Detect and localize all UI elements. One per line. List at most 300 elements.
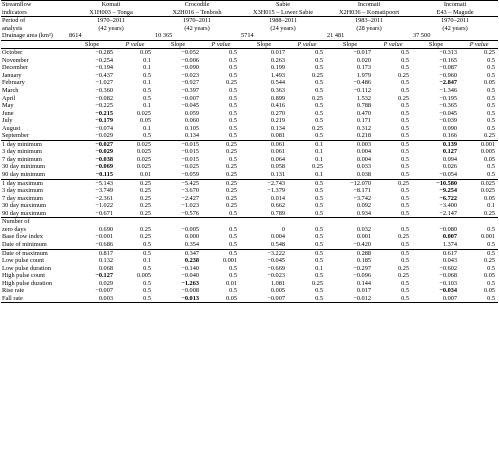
pvalue-cell: 0.5 [288,49,326,57]
station-code-4: X2H036 – Komatipoort [338,8,400,16]
slope-cell: 1.081 [270,279,286,287]
pvalue-cell: 0.05 [202,295,240,303]
pvalue-cell: 0.05 [484,194,496,202]
pvalue-cell: 0.1 [315,148,324,156]
slope-cell: −0.195 [439,94,458,102]
pvalue-cell: 0.1 [143,64,152,72]
slope-cell: 0.026 [442,163,458,171]
pvalue-cell: 0.005 [136,272,152,280]
pvalue-cell: 0.05 [484,79,496,87]
pvalue-cell: 0.1 [487,202,496,210]
pvalue-cell: 0.05 [139,117,152,125]
slope-cell: 0.134 [270,124,286,132]
slope-cell: 0.092 [356,202,372,210]
pvalue-cell: 0.5 [288,249,326,257]
slope-cell: 0.059 [184,109,200,117]
row-label: May [2,102,14,110]
row-label: 3 day minimum [2,148,42,156]
slope-cell: −3.222 [240,249,288,257]
pvalue-cell: 0.5 [315,132,324,140]
pvalue-cell: 0.25 [225,79,238,87]
slope-cell: −0.015 [181,148,200,156]
slope-cell: 0.185 [356,257,372,265]
pvalue-cell: 0.5 [374,140,412,148]
table-row [1,280,498,288]
pvalue-header-4: P value [374,40,412,49]
slope-cell: −0.068 [439,272,458,280]
pvalue-cell: 0.5 [229,272,238,280]
slope-cell: −0.103 [439,279,458,287]
pvalue-cell: 0.5 [401,109,410,117]
pvalue-cell: 0.05 [484,155,496,163]
pvalue-cell: 0.25 [225,171,238,179]
pvalue-cell: 0.25 [139,187,152,195]
row-label: 1 day minimum [1,140,68,148]
row-label: Fall rate [1,295,68,303]
table-row [1,95,498,103]
pvalue-cell: 0.5 [315,209,324,217]
slope-cell: −0.486 [353,79,372,87]
pvalue-cell: 0.25 [311,94,324,102]
slope-cell: 0.817 [68,249,116,257]
slope-cell: −0.012 [326,295,374,303]
table-row [1,132,498,140]
slope-cell: −0.027 [68,140,116,148]
slope-cell: 0.270 [270,109,286,117]
section-label-row [1,218,498,226]
slope-cell: −0.059 [181,171,200,179]
slope-cell: 0.218 [356,132,372,140]
streamflow-trend-table [1,0,498,303]
row-label: 90 day minimum [2,171,46,179]
slope-cell: −5.425 [154,179,202,187]
table-row [1,210,498,218]
slope-cell: −0.006 [181,56,200,64]
pvalue-cell: 0.5 [487,64,496,72]
slope-cell: 1.979 [356,71,372,79]
station-years-4: (28 years) [356,24,382,32]
pvalue-cell: 0.25 [484,132,496,140]
pvalue-cell: 0.5 [315,287,324,295]
pvalue-cell: 0.25 [139,209,152,217]
station-river-5: Incomati [412,1,498,9]
slope-cell: −2.147 [439,209,458,217]
pvalue-cell: 0.25 [374,179,412,187]
slope-cell: −0.007 [181,94,200,102]
slope-cell: −0.165 [439,56,458,64]
station-area-2: 10 365 [155,32,173,40]
slope-header-5: Slope [412,40,460,49]
table-row [1,295,498,303]
pvalue-cell: 0.01 [139,171,152,179]
pvalue-cell: 0.5 [315,109,324,117]
table-row [1,265,498,273]
slope-cell: 0.004 [356,148,372,156]
station-code-5: E43 – Magude [436,8,474,16]
period-label-line-2: analysis [2,24,23,32]
pvalue-cell: 0.5 [401,279,410,287]
slope-cell: 0.060 [184,117,200,125]
pvalue-cell: 0.5 [401,163,410,171]
pvalue-cell: 0.5 [229,102,238,110]
slope-cell: −0.001 [95,233,113,241]
slope-cell: 0.171 [356,117,372,125]
pvalue-cell: 0.5 [487,171,496,179]
slope-cell: 0.000 [184,233,200,241]
pvalue-cell: 0.5 [229,94,238,102]
slope-header-2: Slope [154,40,202,49]
row-label: November [2,56,29,64]
slope-cell: 0.017 [356,287,372,295]
station-years-1: (42 years) [98,24,124,32]
station-river-3: Sabie [240,1,326,9]
area-label: Drainage area (km²) [2,32,53,40]
row-label: Low pulse duration [2,264,51,272]
pvalue-cell: 0.5 [315,56,324,64]
pvalue-cell: 0.5 [401,187,410,195]
pvalue-cell: 0.025 [116,140,154,148]
pvalue-cell: 0.5 [401,209,410,217]
slope-cell: −0.194 [95,64,113,72]
slope-cell: −0.029 [95,148,113,156]
table-row [1,226,498,234]
slope-cell: −0.039 [439,117,458,125]
pvalue-cell: 0.025 [136,109,152,117]
pvalue-cell: 0.5 [487,163,496,171]
pvalue-cell: 0.5 [401,202,410,210]
pvalue-cell: 0.025 [136,155,152,163]
row-label: 30 day maximum [2,202,47,210]
slope-cell: −0.225 [95,102,113,110]
slope-cell: −0.017 [326,49,374,57]
pvalue-cell: 0.25 [225,163,238,171]
slope-cell: −3.742 [353,194,372,202]
pvalue-cell: 0.5 [401,240,410,248]
pvalue-cell: 0.25 [484,209,496,217]
slope-cell: −0.008 [181,287,200,295]
pvalue-cell: 0.25 [484,257,496,265]
slope-cell: 0.166 [442,132,458,140]
pvalue-cell: 0.5 [374,49,412,57]
row-label: December [2,64,28,72]
pvalue-cell: 0.5 [143,71,152,79]
pvalue-cell: 0.1 [143,257,152,265]
table-row [1,87,498,95]
row-label: October [1,49,68,57]
table-row [1,79,498,87]
pvalue-cell: 0.5 [487,56,496,64]
slope-cell: −0.045 [439,109,458,117]
slope-cell: −0.140 [181,264,200,272]
pvalue-cell: 0.5 [487,240,496,248]
slope-cell: 0.789 [270,209,286,217]
slope-cell: 0.061 [270,148,286,156]
slope-cell: 0.132 [98,257,113,265]
pvalue-cell: 0.5 [487,109,496,117]
slope-cell: −3.749 [95,187,113,195]
pvalue-cell: 0.5 [229,225,238,233]
pvalue-cell: 0.5 [229,71,238,79]
slope-cell: −0.365 [439,102,458,110]
slope-cell: −0.090 [181,64,200,72]
slope-cell: 0.934 [356,209,372,217]
slope-cell: 0.094 [442,155,458,163]
pvalue-cell: 0.05 [484,287,496,295]
row-label: 7 day maximum [2,194,43,202]
pvalue-cell: 0.001 [222,257,238,265]
slope-cell: 0.127 [442,148,458,156]
row-label: July [2,117,13,125]
table-row [1,249,498,257]
slope-cell: −1.379 [267,187,286,195]
pvalue-cell: 0.5 [202,49,240,57]
station-river-1: Komati [68,1,154,9]
pvalue-cell: 0.5 [401,64,410,72]
pvalue-cell: 0.25 [398,94,410,102]
table-row [1,171,498,179]
pvalue-cell: 0.25 [311,124,324,132]
pvalue-cell: 0.5 [315,240,324,248]
pvalue-cell: 0.025 [136,148,152,156]
pvalue-cell: 0.5 [229,117,238,125]
slope-cell: 0.288 [326,249,374,257]
slope-cell: 0.899 [270,94,286,102]
pvalue-cell: 0.01 [225,279,238,287]
slope-cell: 0.144 [356,279,372,287]
slope-cell: 0.001 [356,233,372,241]
slope-cell: −0.054 [439,171,458,179]
slope-cell: 0.173 [356,64,372,72]
slope-cell: −0.115 [95,171,113,179]
table-row [1,163,498,171]
slope-cell: −0.052 [154,49,202,57]
slope-cell: −2.847 [439,79,458,87]
pvalue-cell: 0.25 [225,194,238,202]
slope-cell: 0.788 [356,102,372,110]
slope-cell: −3.400 [439,202,458,210]
pvalue-cell: 0.5 [202,249,240,257]
pvalue-cell: 0.5 [229,233,238,241]
pvalue-cell: 0.5 [229,287,238,295]
pvalue-cell: 0.001 [480,233,496,241]
station-code-3: X3H015 – Lower Sabie [253,8,313,16]
pvalue-cell: 0.1 [143,124,152,132]
pvalue-cell: 0.5 [487,279,496,287]
pvalue-cell: 0.5 [401,56,410,64]
row-label: 7 day minimum [2,155,42,163]
pvalue-cell: 0.1 [315,155,324,163]
slope-cell: 0.105 [184,124,200,132]
pvalue-cell: 0.025 [480,187,496,195]
pvalue-cell: 0.5 [401,87,410,95]
slope-cell: −0.023 [181,71,200,79]
pvalue-cell: 0.5 [401,155,410,163]
station-area-5: 37 500 [413,32,431,40]
slope-cell: −0.420 [353,240,372,248]
slope-cell: 0.017 [240,49,288,57]
slope-cell: 0.416 [270,102,286,110]
slope-cell: −0.215 [95,109,113,117]
pvalue-cell: 0.025 [460,179,498,187]
slope-cell: 0.347 [154,249,202,257]
slope-cell: −0.096 [353,272,372,280]
pvalue-cell: 0.5 [143,87,152,95]
pvalue-cell: 0.1 [315,171,324,179]
slope-header-1: Slope [68,40,116,49]
row-label: June [2,109,14,117]
station-period-4: 1983–2011 [326,17,412,25]
slope-cell: −2.427 [181,194,200,202]
pvalue-cell: 0.5 [487,71,496,79]
pvalue-header-3: P value [288,40,326,49]
slope-cell: 0.004 [270,233,286,241]
table-row [1,49,498,57]
pvalue-cell: 0.5 [401,117,410,125]
slope-cell: −0.015 [181,155,200,163]
slope-cell: 0.003 [68,295,116,303]
pvalue-cell: 0.5 [315,117,324,125]
pvalue-cell: 0.5 [229,109,238,117]
slope-cell: −0.602 [439,264,458,272]
row-label: Rise rate [2,287,25,295]
pvalue-cell: 0.5 [315,64,324,72]
row-label: 1 day maximum [1,179,68,187]
pvalue-cell: 0.5 [116,249,154,257]
station-years-2: (42 years) [184,24,210,32]
slope-cell: −5.143 [68,179,116,187]
row-label: zero days [2,225,26,233]
pvalue-header-5: P value [460,40,498,49]
station-river-4: Incomati [326,1,412,9]
slope-cell: 0.690 [98,225,113,233]
pvalue-cell: 0.001 [460,140,498,148]
table-row [1,187,498,195]
pvalue-cell: 0.5 [288,295,326,303]
slope-cell: −0.082 [95,94,113,102]
pvalue-cell: 0.25 [311,163,324,171]
slope-cell: −0.038 [95,155,113,163]
pvalue-cell: 0.1 [143,102,152,110]
table-row [1,57,498,65]
pvalue-cell: 0.05 [484,272,496,280]
station-period-2: 1970–2011 [154,17,240,25]
pvalue-cell: 0.25 [202,140,240,148]
pvalue-cell: 0.1 [143,56,152,64]
table-row [1,195,498,203]
pvalue-cell: 0.005 [480,148,496,156]
table-row [1,117,498,125]
slope-cell: 0.033 [356,163,372,171]
slope-cell: −0.437 [95,71,113,79]
slope-cell: −0.254 [95,56,113,64]
pvalue-cell: 0.5 [401,148,410,156]
slope-cell: −0.069 [95,163,113,171]
pvalue-cell: 0.25 [398,264,410,272]
pvalue-cell: 0.25 [139,233,152,241]
slope-cell: −0.007 [95,287,113,295]
pvalue-cell: 0.5 [487,264,496,272]
pvalue-cell: 0.25 [398,71,410,79]
pvalue-cell: 0.1 [288,140,326,148]
slope-cell: 0.199 [270,64,286,72]
table-row [1,148,498,156]
station-period-5: 1970–2011 [412,17,498,25]
station-area-3: 5714 [241,32,254,40]
pvalue-cell: 0.25 [460,49,498,57]
slope-cell: 0.263 [270,56,286,64]
pvalue-cell: 0.5 [460,295,498,303]
row-label: 3 day maximum [2,187,43,195]
table-row [1,72,498,80]
table-row [1,102,498,110]
slope-cell: −0.669 [267,264,286,272]
slope-cell: −0.297 [353,264,372,272]
pvalue-cell: 0.25 [398,233,410,241]
slope-cell: −0.313 [412,49,460,57]
pvalue-cell: 0.5 [487,102,496,110]
slope-header-3: Slope [240,40,288,49]
slope-cell: −0.025 [181,163,200,171]
pvalue-cell: 0.5 [374,249,412,257]
slope-cell: 0.139 [412,140,460,148]
slope-cell: 0.090 [442,124,458,132]
slope-cell: 0 [281,225,286,233]
header-row-river [1,1,498,9]
slope-cell: −0.671 [95,209,113,217]
pvalue-cell: 0.1 [143,79,152,87]
slope-cell: 0.064 [270,155,286,163]
pvalue-cell: 0.5 [315,202,324,210]
header-row-code [1,9,498,17]
pvalue-cell: 0.5 [315,187,324,195]
slope-cell: −0.080 [439,225,458,233]
station-area-4: 21 481 [327,32,345,40]
row-label: High pulse count [2,272,46,280]
pvalue-cell: 0.25 [116,179,154,187]
header-row-years [1,25,498,33]
pvalue-cell: 0.5 [401,171,410,179]
station-code-1: X1H003 – Tonga [89,8,133,16]
pvalue-cell: 0.5 [487,225,496,233]
slope-cell: −9.254 [439,187,458,195]
slope-cell: −0.045 [181,102,200,110]
table-row [1,140,498,148]
slope-cell: 0.043 [442,257,458,265]
pvalue-cell: 0.5 [229,155,238,163]
pvalue-cell: 0.5 [315,79,324,87]
pvalue-cell: 0.5 [288,179,326,187]
slope-cell: −0.179 [95,117,113,125]
pvalue-header-2: P value [202,40,240,49]
slope-cell: −0.007 [240,295,288,303]
pvalue-cell: 0.5 [315,233,324,241]
pvalue-cell: 0.25 [225,148,238,156]
slope-cell: 0.068 [98,264,113,272]
pvalue-cell: 0.25 [311,71,324,79]
slope-cell: −0.013 [154,295,202,303]
slope-cell: −0.015 [154,140,202,148]
slope-cell: 0.354 [184,240,200,248]
pvalue-cell: 0.5 [229,64,238,72]
pvalue-cell: 0.5 [143,279,152,287]
slope-cell: 1.374 [442,240,458,248]
slope-cell: −2.361 [95,194,113,202]
header-label-line-2: indicators [2,8,27,16]
slope-cell: 0.544 [270,79,286,87]
pvalue-cell: 0.25 [139,225,152,233]
row-label: Number of [1,218,68,226]
slope-cell: 0.003 [326,140,374,148]
